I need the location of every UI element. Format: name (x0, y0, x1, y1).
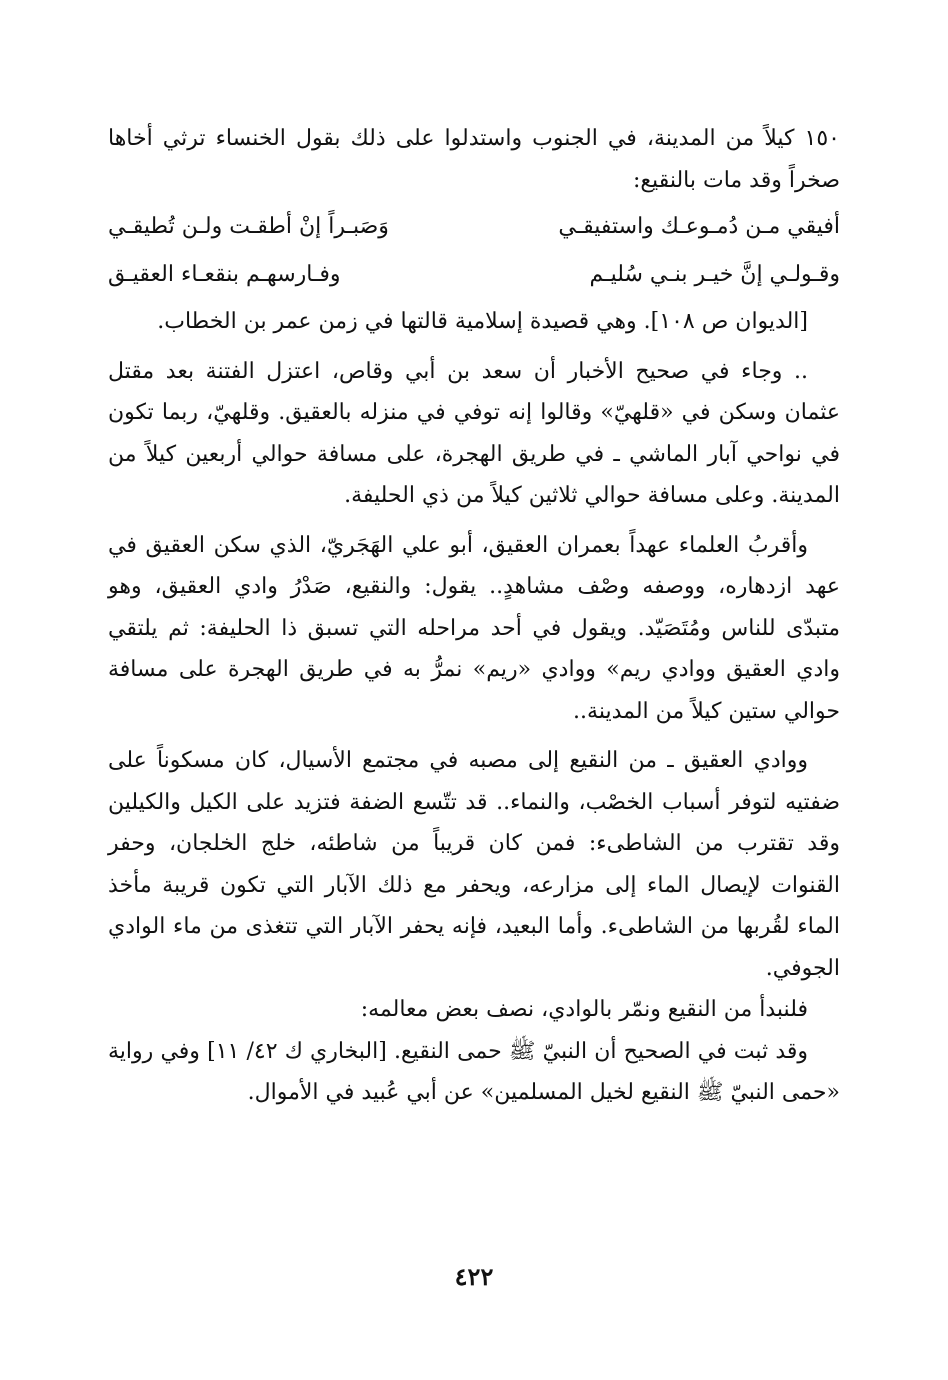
verse-2-first-hemistich: وقـولـي إنَّ خيـر بنـي سُليـم (589, 262, 840, 287)
paragraph-diwan-citation: [الديوان ص ١٠٨]. وهي قصيدة إسلامية قالتها في زمن عمر بن الخطاب. (157, 309, 808, 334)
paragraph-abu-ali-al-hajari: وأقربُ العلماء عهداً بعمران العقيق، أبو علي الهَجَريّ، الذي سكن العقيق في عهد ازدهاره، ووصفه وصْف مشاهدٍ.. يقول: والنقيع، صَدْرُ وادي العقيق، وهو متبدّى للناس ومُتَصَيّد. ويقول في أحد مراحله التي تسبق ذا الحليفة: ثم يلتقي وادي العقيق ووادي ريم» ووادي «ريم» نمرُّ به في طريق الهجرة على مسافة حوالي ستين كيلاً من المدينة.. (108, 532, 840, 724)
verse-1-first-hemistich: أفيقي مـن دُمـوعـك واستفيقـي (558, 214, 840, 239)
page-body (108, 118, 840, 1114)
paragraph-wadi-al-aqiq: ووادي العقيق ـ من النقيع إلى مصبه في مجتمع الأسيال، كان مسكوناً على ضفتيه لتوفر أسباب الخصْب، والنماء.. قد تتّسع الضفة فتزيد على الكيل والكيلين وقد تقترب من الشاطىء: فمن كان قريباً من شاطئه، خلج الخلجان، وحفر القنوات لإيصال الماء إلى مزارعه، ويحفر مع ذلك الآبار التي تكون قريبة مأخذ الماء لقُربها من الشاطىء. وأما البعيد، فإنه يحفر الآبار التي تتغذى من ماء الوادي الجوفي. (108, 748, 840, 981)
paragraph-saad-ibn-abi-waqqas: .. وجاء في صحيح الأخبار أن سعد بن أبي وقاص، اعتزل الفتنة بعد مقتل عثمان وسكن في «قلهيّ» وقالوا إنه توفي في منزله بالعقيق. وقلهيّ، ربما تكون في نواحي آبار الماشي ـ في طريق الهجرة، على مسافة حوالي أربعين كيلاً من المدينة. وعلى مسافة حوالي ثلاثين كيلاً من ذي الحليفة. (108, 358, 840, 508)
text-block (108, 118, 840, 1114)
page-number: ٤٢٢ (454, 1262, 494, 1291)
verse-1-second-hemistich: وَصَبـراً إنْ أطقـت ولـن تُطيقـي (108, 214, 389, 239)
verse-2-second-hemistich: وفـارسهـم بنقعـاء العقيـق (108, 262, 341, 287)
poem-verse-1 (108, 205, 840, 249)
poem-verse-2 (108, 253, 840, 297)
paragraph-hadith-naqi: وقد ثبت في الصحيح أن النبيّ ﷺ حمى النقيع. [البخاري ك ٤٢/ ١١] وفي رواية «حمى النبيّ ﷺ النقيع لخيل المسلمين» عن أبي عُبيد في الأموال. (108, 1038, 840, 1105)
paragraph-lets-begin: فلنبدأ من النقيع ونمّر بالوادي، نصف بعض معالمه: (360, 997, 808, 1022)
paragraph-intro: ١٥٠ كيلاً من المدينة، في الجنوب واستدلوا على ذلك بقول الخنساء ترثي أخاها صخراً وقد مات بالنقيع: (108, 126, 840, 193)
